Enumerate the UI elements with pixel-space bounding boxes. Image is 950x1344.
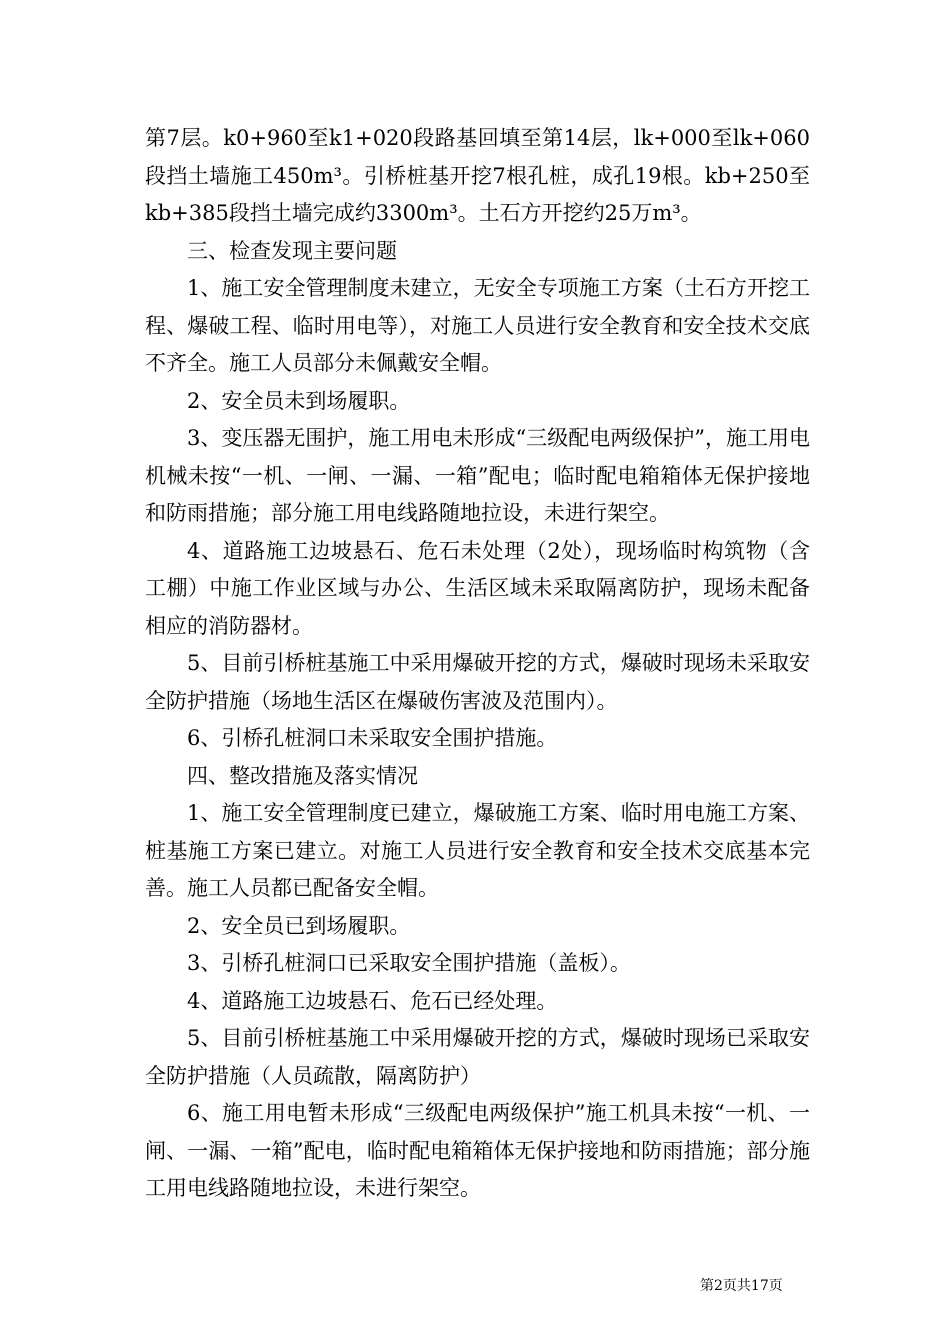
rectification-item-2: 2、安全员已到场履职。 [187, 913, 411, 938]
page-number-footer: 第2页共17页 [700, 1278, 783, 1294]
rectification-item-3: 3、引桥孔桩洞口已采取安全围护措施（盖板）。 [187, 951, 631, 975]
paragraph-continuation: 第7层。k0+960至k1+020段路基回填至第14层，lk+000至lk+060段挡土墙施工450m³。引桥桩基开挖7根孔桩，成孔19根。kb+250至kb+385段挡土墙完成约3300m³。土石方开挖约25万m³。 [145, 126, 810, 225]
problem-item-5: 5、目前引桥桩基施工中采用爆破开挖的方式，爆破时现场未采取安全防护措施（场地生活区在爆破伤害波及范围内）。 [145, 651, 810, 713]
rectification-item-6: 6、施工用电暂未形成“三级配电两级保护”施工机具未按“一机、一闸、一漏、一箱”配电，临时配电箱箱体无保护接地和防雨措施；部分施工用电线路随地拉设，未进行架空。 [145, 1101, 810, 1200]
problem-item-6: 6、引桥孔桩洞口未采取安全围护措施。 [187, 726, 558, 750]
section-heading-rectification: 四、整改措施及落实情况 [187, 763, 418, 788]
rectification-item-1: 1、施工安全管理制度已建立，爆破施工方案、临时用电施工方案、桩基施工方案已建立。对施工人员进行安全教育和安全技术交底基本完善。施工人员都已配备安全帽。 [145, 801, 810, 900]
problem-item-4: 4、道路施工边坡悬石、危石未处理（2处），现场临时构筑物（含工棚）中施工作业区域与办公、生活区域未采取隔离防护，现场未配备相应的消防器材。 [145, 538, 810, 638]
document-body [145, 120, 810, 1208]
rectification-item-4: 4、道路施工边坡悬石、危石已经处理。 [187, 988, 558, 1013]
problem-item-1: 1、施工安全管理制度未建立，无安全专项施工方案（土石方开挖工程、爆破工程、临时用电等），对施工人员进行安全教育和安全技术交底不齐全。施工人员部分未佩戴安全帽。 [145, 276, 810, 375]
rectification-item-5: 5、目前引桥桩基施工中采用爆破开挖的方式，爆破时现场已采取安全防护措施（人员疏散，隔离防护） [145, 1026, 810, 1088]
problem-item-3: 3、变压器无围护，施工用电未形成“三级配电两级保护”，施工用电机械未按“一机、一闸、一漏、一箱”配电；临时配电箱箱体无保护接地和防雨措施；部分施工用电线路随地拉设，未进行架空。 [145, 426, 810, 525]
section-heading-problems: 三、检查发现主要问题 [187, 238, 397, 263]
problem-item-2: 2、安全员未到场履职。 [187, 388, 411, 413]
